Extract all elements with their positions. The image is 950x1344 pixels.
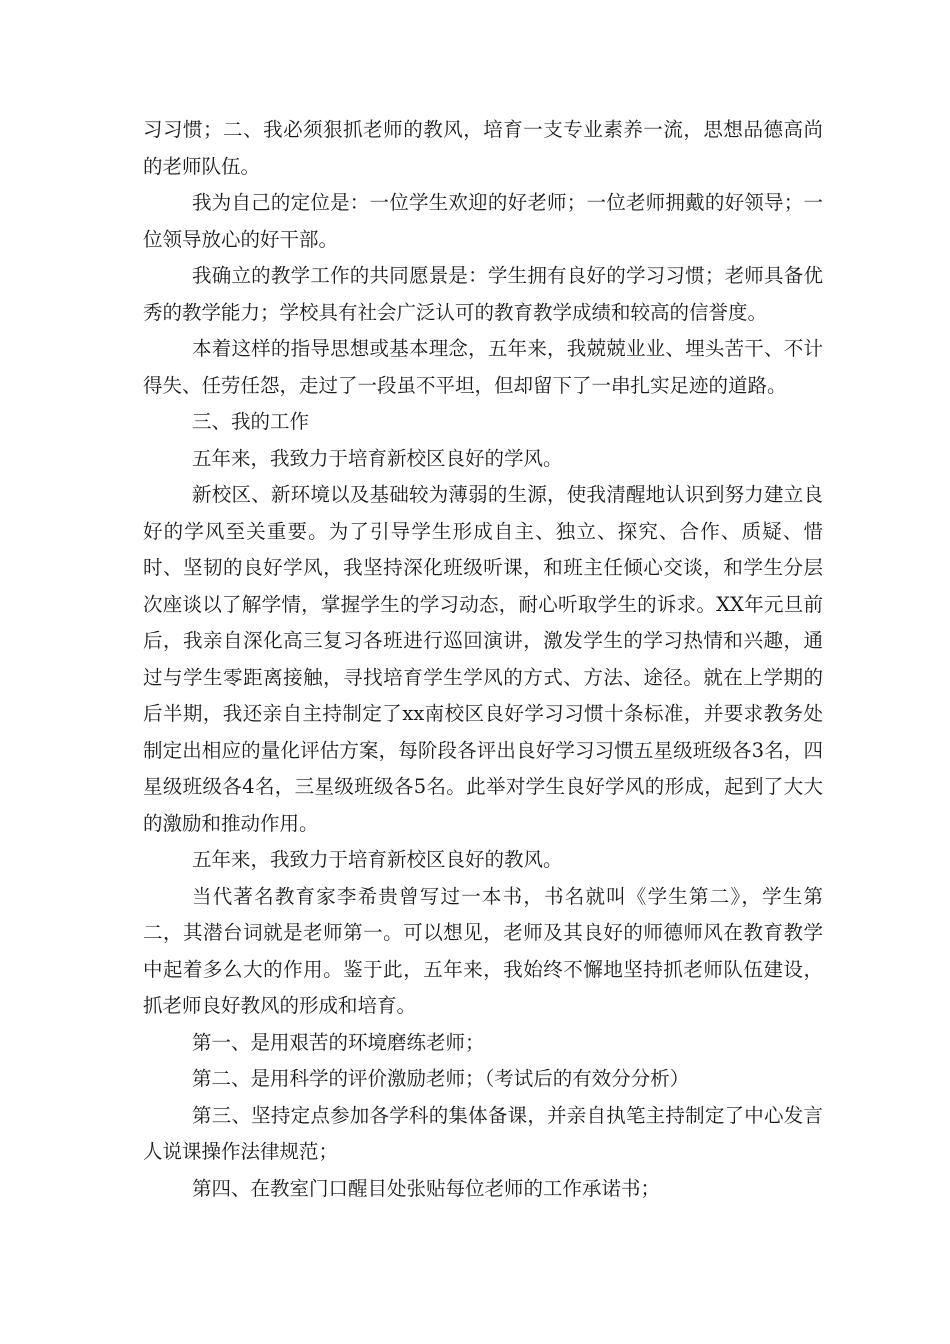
- paragraph-6: 五年来，我致力于培育新校区良好的学风。: [192, 446, 563, 470]
- paragraph-9: 当代著名教育家李希贵曾写过一本书，书名就叫《学生第二》，学生第二，其潜台词就是老师第一。可以想见，老师及其良好的师德师风在教育教学中起着多么大的作用。鉴于此，五年来，我始终不懈地坚持抓老师队伍建设，抓老师良好教风的形成和培育。: [143, 884, 823, 1017]
- paragraph-2: 我为自己的定位是：一位学生欢迎的好老师；一位老师拥戴的好领导；一位领导放心的好干部。: [143, 191, 823, 251]
- paragraph-8: 五年来，我致力于培育新校区良好的教风。: [192, 848, 563, 871]
- section-heading: 三、我的工作: [192, 410, 310, 433]
- paragraph-1: 习习惯；二、我必须狠抓老师的教风，培育一支专业素养一流，思想品德高尚的老师队伍。: [143, 118, 823, 178]
- paragraph-4: 本着这样的指导思想或基本理念，五年来，我兢兢业业、埋头苦干、不计得失、任劳任怨，走过了一段虽不平坦，但却留下了一串扎实足迹的道路。: [143, 337, 823, 397]
- list-item-2: 第二、是用科学的评价激励老师；（考试后的有效分分析）: [192, 1067, 690, 1090]
- paragraph-7: 新校区、新环境以及基础较为薄弱的生源，使我清醒地认识到努力建立良好的学风至关重要。为了引导学生形成自主、独立、探究、合作、质疑、惜时、坚韧的良好学风，我坚持深化班级听课，和班主任倾心交谈，和学生分层次座谈以了解学情，掌握学生的学习动态，耐心听取学生的诉求。XX年元旦前后，我亲自深化高三复习各班进行巡回演讲，激发学生的学习热情和兴趣，通过与学生零距离接触，寻找培育学生学风的方式、方法、途径。就在上学期的后半期，我还亲自主持制定了xx南校区良好学习习惯十条标准，并要求教务处制定出相应的量化评估方案，每阶段各评出良好学习习惯五星级班级各3名，四星级班级各4名，三星级班级各5名。此举对学生良好学风的形成，起到了大大的激励和推动作用。: [143, 483, 823, 835]
- list-item-4: 第四、在教室门口醒目处张贴每位老师的工作承诺书；: [192, 1176, 661, 1200]
- list-item-1: 第一、是用艰苦的环境磨练老师；: [192, 1030, 485, 1054]
- paragraph-3: 我确立的教学工作的共同愿景是：学生拥有良好的学习习惯；老师具备优秀的教学能力；学校具有社会广泛认可的教育教学成绩和较高的信誉度。: [143, 264, 823, 324]
- document-body: [143, 112, 823, 1207]
- list-item-3: 第三、坚持定点参加各学科的集体备课，并亲自执笔主持制定了中心发言人说课操作法律规范；: [143, 1103, 823, 1163]
